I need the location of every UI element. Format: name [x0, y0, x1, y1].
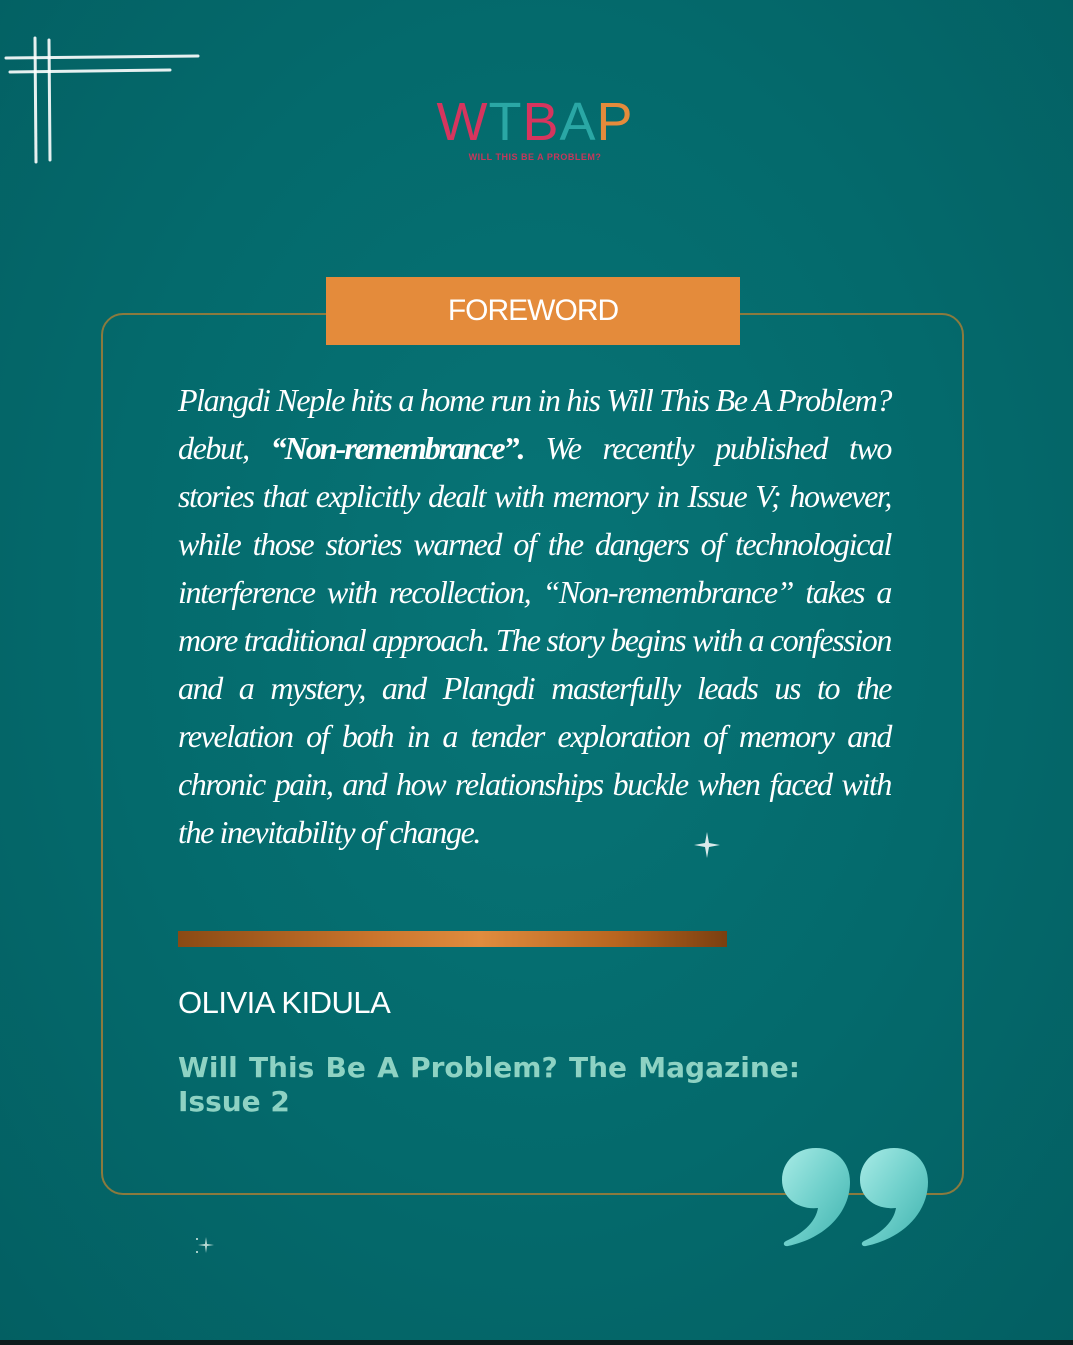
quote-mark-icon [778, 1146, 934, 1250]
bottom-edge-strip [0, 1340, 1073, 1345]
body-part-1: Plangdi Neple hits a home run in his Will This Be A Problem? debut, [178, 382, 891, 466]
logo-letter-3: B [522, 92, 560, 152]
logo-tagline: WILL THIS BE A PROBLEM? [468, 152, 602, 162]
body-part-2: We recently published two stories that explicitly dealt with memory in Issue V; however, while those stories warned of the dangers of technological interference with recollection, “Non-remembrance” takes a more traditional approach. The story begins with a confession and a mystery, and Plangdi masterfully leads us to the revelation of both in a tender exploration of memory and chronic pain, and how relationships buckle when faced with the inevitability of change. [178, 430, 891, 850]
logo-letter-2: T [488, 92, 523, 152]
hash-mark-decoration [0, 30, 210, 170]
sparkle-icon [692, 830, 722, 860]
story-title: “Non-remembrance”. [270, 430, 524, 466]
divider-bar [178, 931, 727, 947]
foreword-body [178, 376, 891, 856]
section-label: FOREWORD [326, 277, 740, 345]
publication-title: Will This Be A Problem? The Magazine: Issue 2 [178, 1051, 800, 1118]
logo-letter-5: P [596, 92, 634, 152]
wtbap-logo [380, 92, 690, 182]
logo-letter-4: A [559, 92, 597, 152]
logo-wordmark [380, 92, 690, 152]
logo-letter-1: W [436, 92, 489, 152]
author-name: OLIVIA KIDULA [178, 985, 391, 1020]
small-sparkle-icon [192, 1234, 216, 1256]
